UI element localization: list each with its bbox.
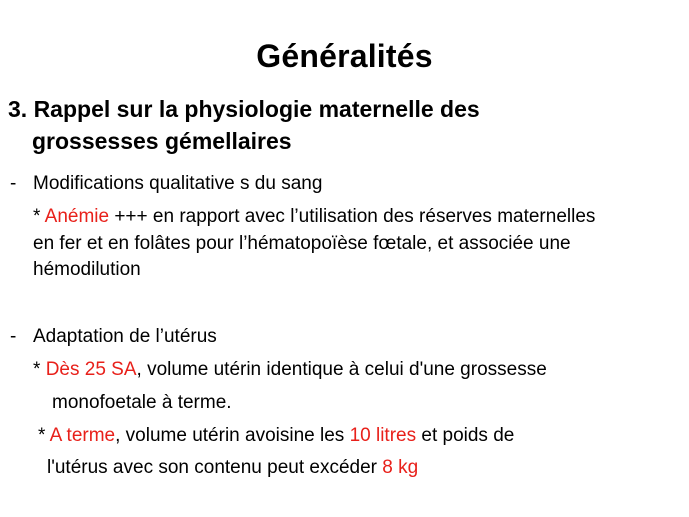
heading-line-2: grossesses gémellaires bbox=[32, 128, 292, 154]
highlight-des-25-sa: Dès 25 SA bbox=[45, 359, 137, 380]
section1-bullet-line-1 bbox=[33, 205, 595, 229]
heading-line-1: 3. Rappel sur la physiologie maternelle des bbox=[8, 96, 480, 122]
slide-title: Généralités bbox=[256, 38, 433, 74]
bullet-text: +++ en rapport avec l’utilisation des réserves maternelles bbox=[109, 206, 596, 227]
section2-label: Adaptation de l’utérus bbox=[33, 326, 217, 347]
section1-bullet-line-3: hémodilution bbox=[33, 259, 141, 280]
bullet-text: , volume utérin identique à celui d'une grossesse bbox=[136, 359, 547, 380]
section1-bullet-line-2: en fer et en folâtes pour l’hématopoïèse fœtale, et associée une bbox=[33, 233, 571, 254]
section-heading bbox=[8, 93, 668, 157]
bullet-text: l'utérus avec son contenu peut excéder bbox=[47, 457, 383, 478]
bullet-star: * bbox=[33, 206, 41, 227]
bullet-text: , volume utérin avoisine les bbox=[115, 425, 350, 446]
section2-dash: - bbox=[10, 326, 17, 347]
bullet-star: * bbox=[33, 359, 41, 380]
section2-item2-line-2 bbox=[47, 456, 418, 480]
section2-item2-line-1 bbox=[38, 424, 514, 448]
highlight-anemie: Anémie bbox=[44, 206, 110, 227]
bullet-star: * bbox=[38, 425, 46, 446]
bullet-text: et poids de bbox=[416, 425, 515, 446]
section2-item1-line-2: monofoetale à terme. bbox=[52, 392, 232, 413]
highlight-10-litres: 10 litres bbox=[349, 425, 417, 446]
highlight-8-kg: 8 kg bbox=[382, 457, 419, 478]
section1-label: Modifications qualitative s du sang bbox=[33, 173, 323, 194]
section1-dash: - bbox=[10, 173, 17, 194]
section2-item1-line-1 bbox=[33, 358, 547, 382]
highlight-a-terme: A terme bbox=[49, 425, 116, 446]
